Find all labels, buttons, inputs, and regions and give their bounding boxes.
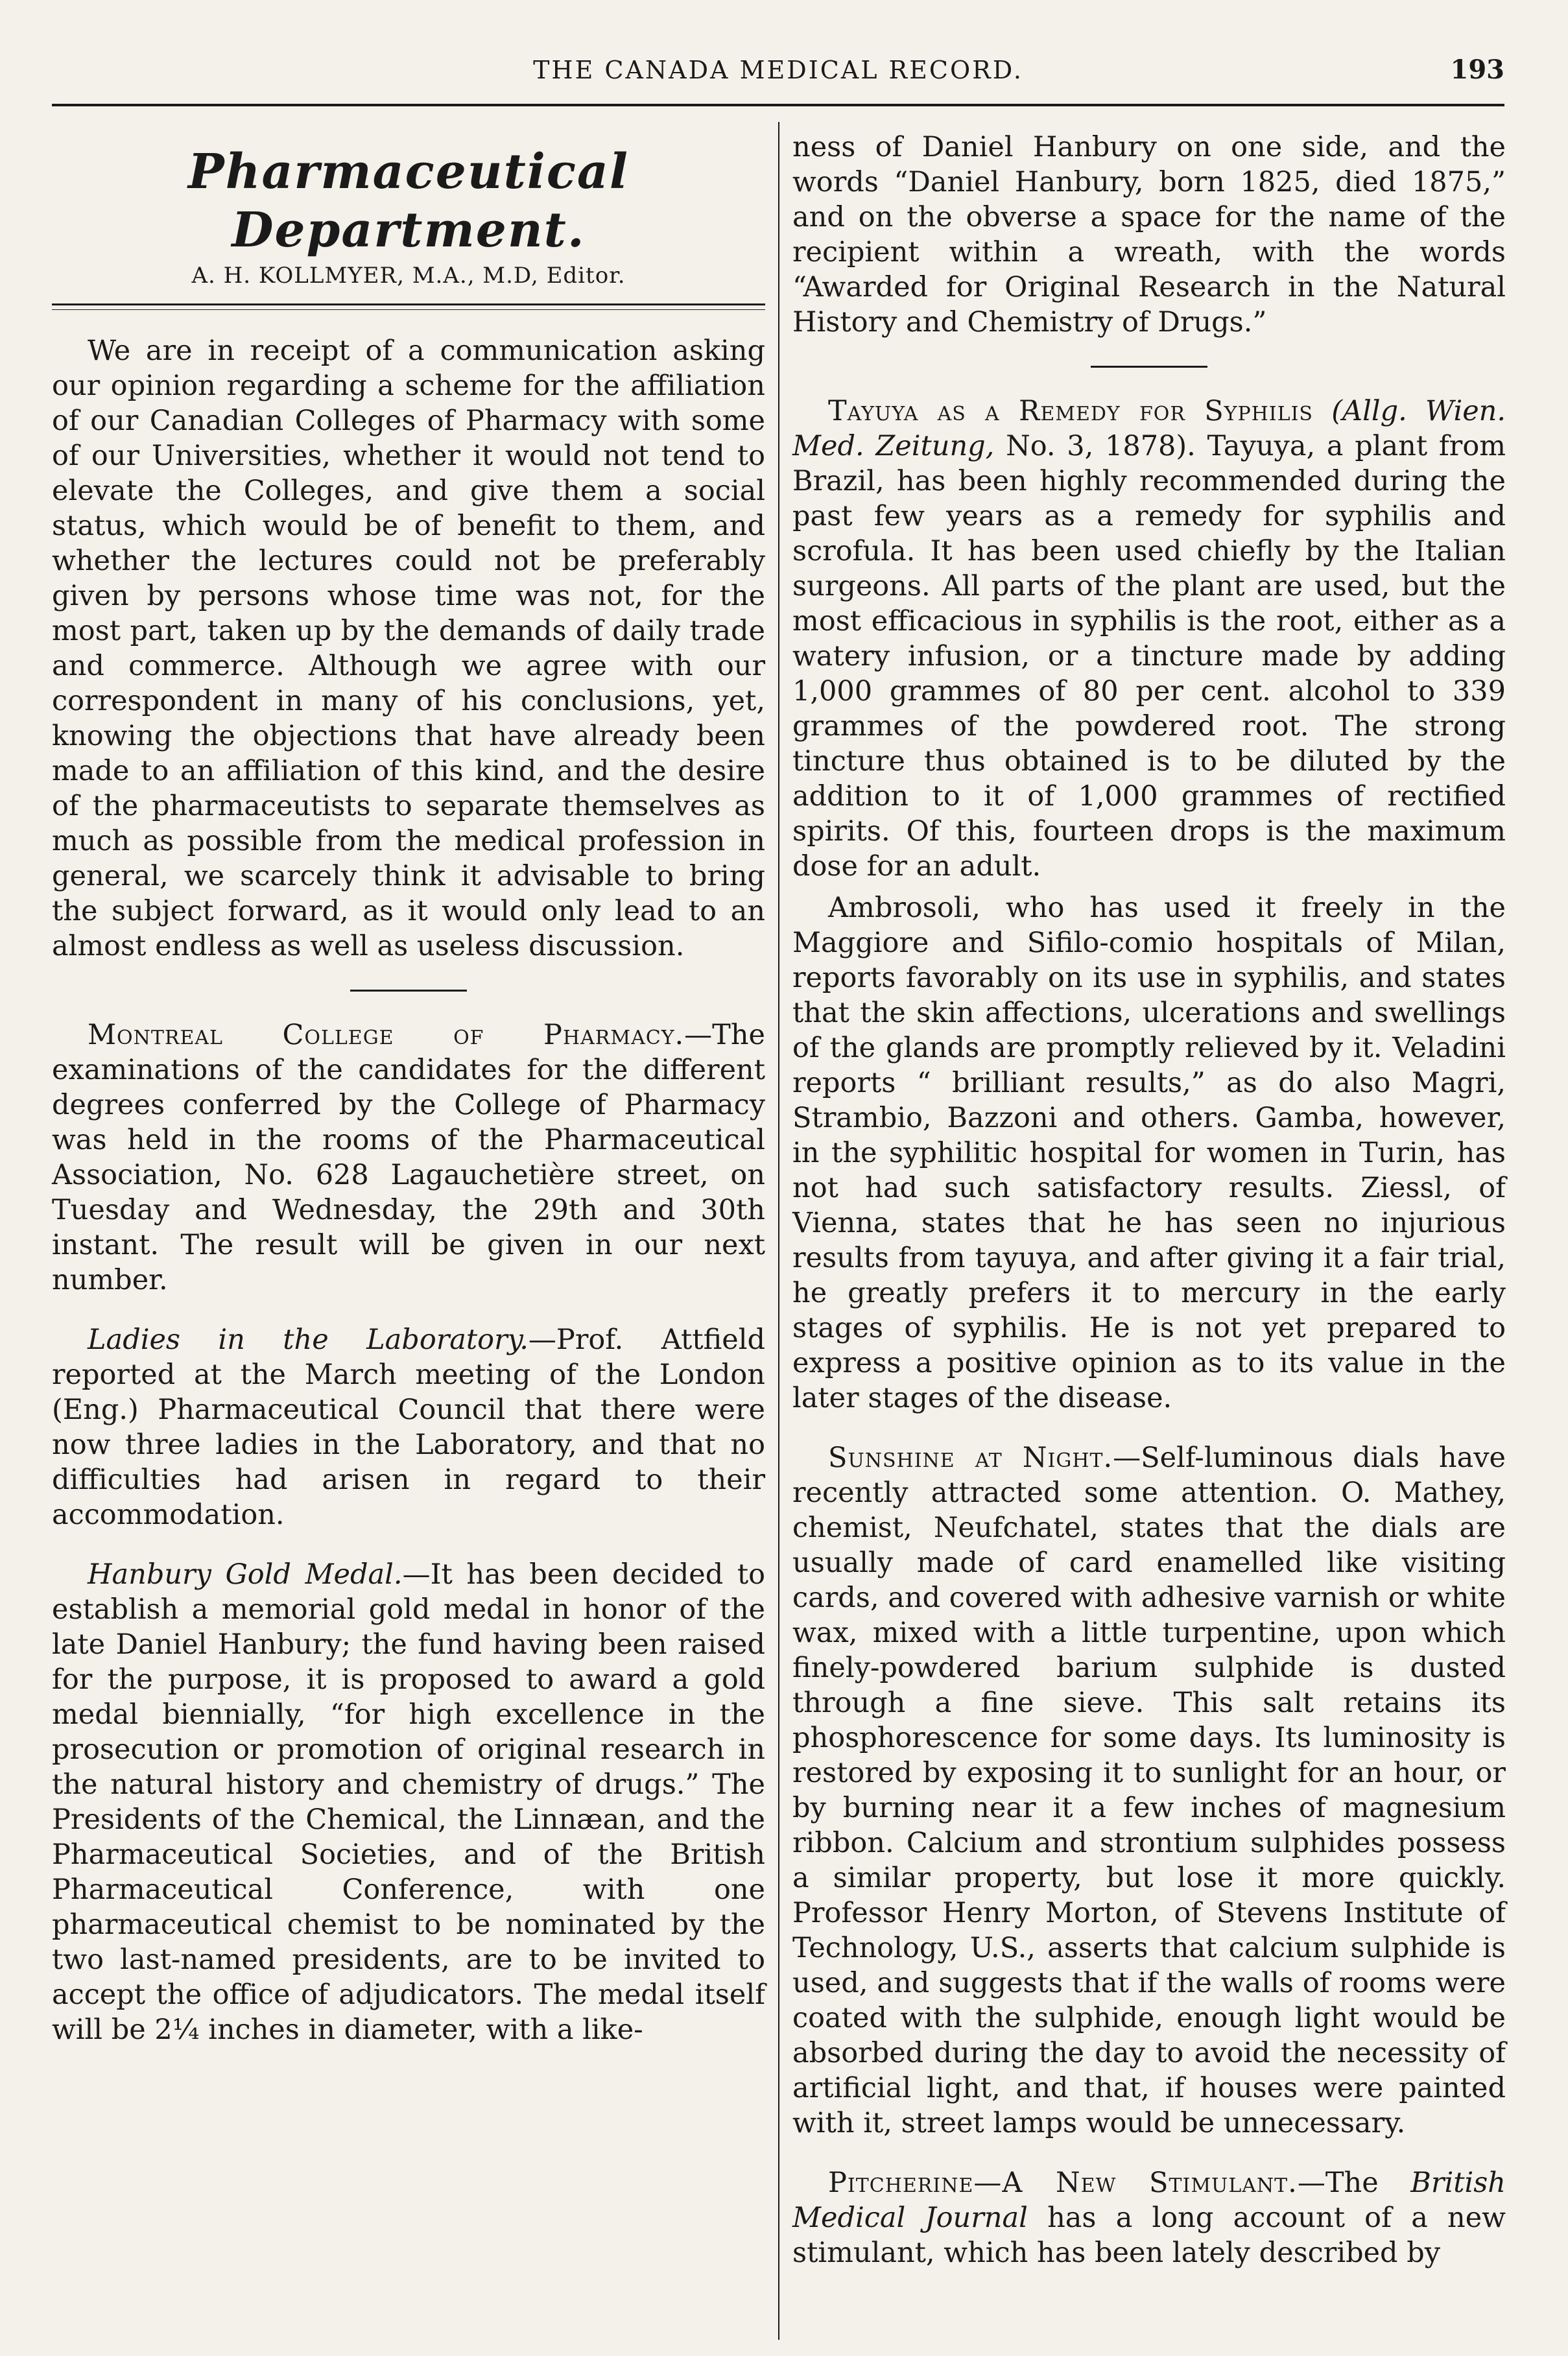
montreal-article	[52, 1017, 765, 1298]
section-rule-right	[1091, 366, 1207, 368]
title-rule	[52, 303, 765, 310]
ambrosoli-paragraph: Ambrosoli, who has used it freely in the Maggiore and Sifilo-comio hospitals of Milan, reports favorably on its use in syphilis, and states that the skin affections, ulcerations and swellings of the glands are promptly relieved by it. Veladini reports “ brilliant results,” as do also Magri, Strambio, Bazzoni and others. Gamba, however, in the syphilitic hospital for women in Turin, has not had such satisfactory results. Ziessl, of Vienna, states that he has seen no injurious results from tayuya, and after giving it a fair trial, he greatly prefers it to mercury in the early stages of syphilis. He is not yet prepared to express a positive opinion as to its value in the later stages of the disease.	[792, 892, 1506, 1414]
tayuya-source-tail: No. 3, 1878).	[994, 430, 1196, 462]
tayuya-article	[792, 394, 1506, 884]
header-rule	[52, 104, 1504, 106]
editor-line: A. H. KOLLMYER, M.A., M.D, Editor.	[191, 263, 626, 289]
hanbury-continuation: ness of Daniel Hanbury on one side, and the words “Daniel Hanbury, born 1825, died 1875,” and on the obverse a space for the name of the recipient within a wreath, with the words “Awarded for Original Research in the Natural History and Chemistry of Drugs.”	[792, 131, 1506, 339]
hanbury-article	[52, 1557, 765, 2047]
tayuya-source: (Allg. Wien. Med. Zeitung,	[792, 395, 1506, 462]
journal-title: THE CANADA MEDICAL RECORD.	[533, 56, 1023, 84]
tayuya-heading: Tayuya as a Remedy for Syphilis	[828, 395, 1313, 427]
pitcherine-body: has a long account of a new stimulant, which has been lately described by	[792, 2202, 1506, 2269]
pitcherine-heading: Pitcherine—A New Stimulant.	[828, 2167, 1298, 2199]
sunshine-body: —Self-luminous dials have recently attracted some attention. O. Mathey, chemist, Neufchatel, states that the dials are usually made of card enamelled like visiting cards, and covered with adhesive varnish or white wax, mixed with a little turpentine, upon which finely-powdered barium sulphide is dusted through a fine sieve. This salt retains its phosphorescence for some days. Its luminosity is restored by exposing it to sunlight for an hour, or by burning near it a few inches of magnesium ribbon. Calcium and strontium sulphides possess a similar property, but lose it more quickly. Professor Henry Morton, of Stevens Institute of Technology, U.S., asserts that calcium sulphide is used, and suggests that if the walls of rooms were coated with the sulphide, enough light would be absorbed during the day to avoid the necessity of artificial light, and that, if houses were painted with it, street lamps would be unnecessary.	[792, 1442, 1506, 2139]
pitcherine-article	[792, 2165, 1506, 2270]
ladies-heading: Ladies in the Laboratory.	[88, 1324, 529, 1356]
hanbury-heading: Hanbury Gold Medal.	[88, 1558, 403, 1591]
left-column	[52, 130, 765, 2054]
hanbury-body: —It has been decided to establish a memorial gold medal in honor of the late Daniel Hanbury; the fund having been raised for the purpose, it is proposed to award a gold medal biennially, “for high excellence in the prosecution or promotion of original research in the natural history and chemistry of drugs.” The Presidents of the Chemical, the Linnæan, and the Pharmaceutical Societies, and of the British Pharmaceutical Conference, with one pharmaceutical chemist to be nominated by the two last-named presidents, are to be invited to accept the office of adjudicators. The medal itself will be 2¼ inches in diameter, with a like-	[52, 1558, 765, 2046]
right-column	[792, 130, 1506, 2277]
pitcherine-lead: —The	[1297, 2167, 1411, 2199]
page-number: 193	[1450, 54, 1504, 85]
sunshine-heading: Sunshine at Night.	[828, 1442, 1113, 1474]
department-title: Pharmaceutical Department.	[188, 144, 629, 258]
sunshine-article	[792, 1440, 1506, 2141]
running-head	[52, 51, 1504, 89]
montreal-body: —The examinations of the candidates for the different degrees conferred by the College of Pharmacy was held in the rooms of the Pharmaceutical Association, No. 628 Lagauchetière street, on Tuesday and Wednesday, the 29th and 30th instant. The result will be given in our next number.	[52, 1019, 765, 1296]
affiliation-article: We are in receipt of a communication asking our opinion regarding a scheme for the affiliation of our Canadian Colleges of Pharmacy with some of our Universities, whether it would not tend to elevate the Colleges, and give them a social status, which would be of benefit to them, and whether the lectures could not be preferably given by persons whose time was not, for the most part, taken up by the demands of daily trade and commerce. Although we agree with our correspondent in many of his conclusions, yet, knowing the objections that have already been made to an affiliation of this kind, and the desire of the pharmaceutists to separate themselves as much as possible from the medical profession in general, we scarcely think it advisable to bring the subject forward, as it would only lead to an almost endless as well as useless discussion.	[52, 335, 765, 962]
montreal-heading: Montreal College of Pharmacy.	[88, 1019, 685, 1051]
pitcherine-journal: British Medical Journal	[792, 2167, 1506, 2234]
ladies-body: —Prof. Attfield reported at the March meeting of the London (Eng.) Pharmaceutical Council that there were now three ladies in the Laboratory, and that no difficulties had arisen in regard to their accommodation.	[52, 1324, 765, 1531]
column-divider	[778, 122, 779, 2340]
ladies-article	[52, 1322, 765, 1532]
section-rule	[350, 990, 467, 992]
tayuya-body: Tayuya, a plant from Brazil, has been highly recommended during the past few years as a remedy for syphilis and scrofula. It has been used chiefly by the Italian surgeons. All parts of the plant are used, but the most efficacious in syphilis is the root, either as a watery infusion, or a tincture made by adding 1,000 grammes of 80 per cent. alcohol to 339 grammes of the powdered root. The strong tincture thus obtained is to be diluted by the addition to it of 1,000 grammes of rectified spirits. Of this, fourteen drops is the maximum dose for an adult.	[792, 430, 1506, 883]
